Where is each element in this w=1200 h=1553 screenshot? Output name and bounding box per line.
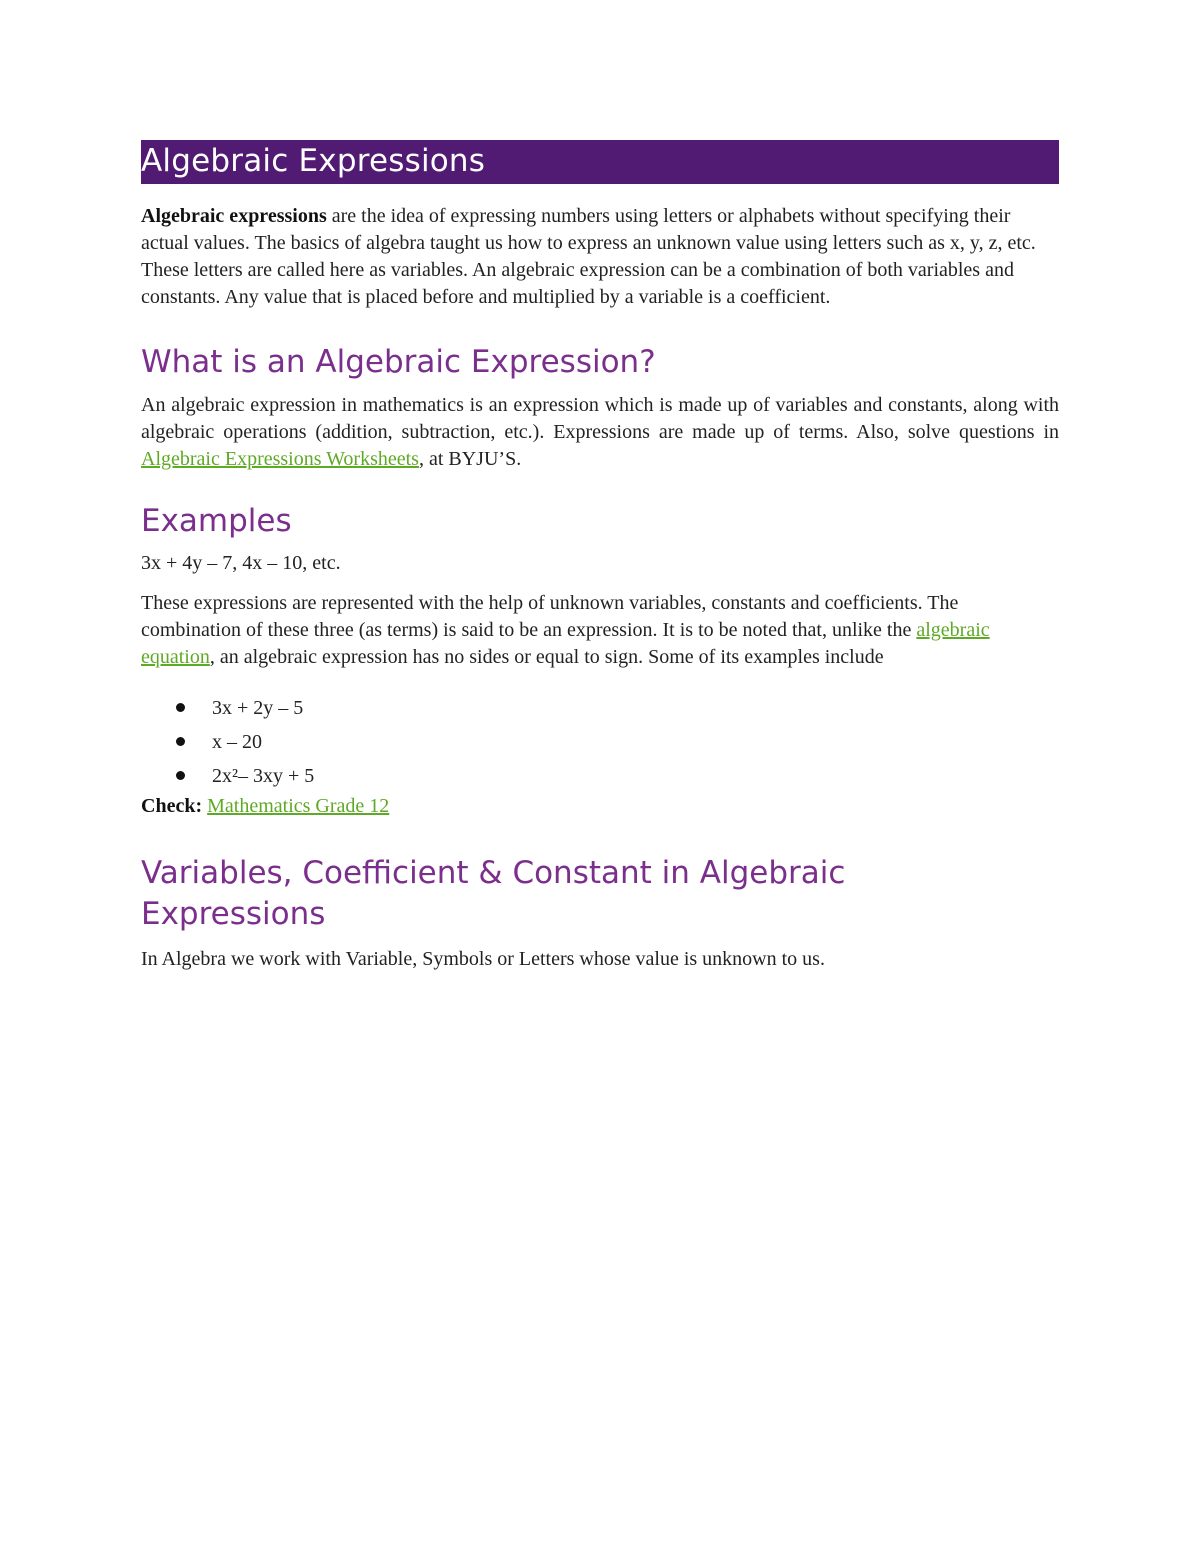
definition-text: An algebraic expression in mathematics is an expression which is made up of variables and constants, along with algebraic operations (addition, subtraction, etc.). Expressions are made up of terms. Also, solve questions in [141, 394, 1059, 443]
example-line: 3x + 4y – 7, 4x – 10, etc. [141, 552, 341, 574]
document-page [141, 140, 1059, 973]
examples-text-end: , an algebraic expression has no sides or equal to sign. Some of its examples include [209, 646, 884, 668]
intro-text: are the idea of expressing numbers using letters or alphabets without specifying their actual values. The basics of algebra taught us how to express an unknown value using letters such as x, y, z, etc. These letters are called here as variables. An algebraic expression can be a combination of both variables and constants. Any value that is placed before and multiplied by a variable is a coefficient. [141, 205, 1036, 308]
intro-paragraph [141, 203, 1059, 311]
algebraic-equation-link[interactable]: algebraic equation [141, 619, 990, 668]
list-item [141, 725, 1059, 759]
list-item-text: 3x + 2y – 5 [212, 697, 304, 719]
section-heading-variables: Variables, Coefficient & Constant in Algebraic Expressions [141, 855, 846, 932]
worksheets-link[interactable]: Algebraic Expressions Worksheets [141, 448, 419, 470]
examples-text: These expressions are represented with the help of unknown variables, constants and coefficients. The combination of these three (as terms) is said to be an expression. It is to be noted that, unlike the [141, 592, 959, 641]
definition-text-end: , at BYJU’S. [418, 448, 522, 470]
check-label: Check: [141, 795, 203, 817]
list-item-text: 2x²– 3xy + 5 [212, 765, 315, 787]
examples-paragraph [141, 590, 1059, 671]
bullet-icon [176, 771, 185, 780]
list-item [141, 759, 1059, 793]
page-title: Algebraic Expressions [141, 143, 486, 179]
examples-list [141, 691, 1059, 793]
check-line [141, 793, 1059, 820]
list-item-text: x – 20 [212, 731, 262, 753]
variables-paragraph: In Algebra we work with Variable, Symbols or Letters whose value is unknown to us. [141, 948, 825, 970]
section-heading-what-is: What is an Algebraic Expression? [141, 344, 656, 380]
bullet-icon [176, 703, 185, 712]
mathematics-grade-12-link[interactable]: Mathematics Grade 12 [207, 795, 390, 817]
definition-paragraph [141, 392, 1059, 473]
section-heading-examples: Examples [141, 503, 292, 539]
intro-bold-term: Algebraic expressions [141, 205, 327, 227]
title-banner [141, 140, 1059, 184]
list-item [141, 691, 1059, 725]
bullet-icon [176, 737, 185, 746]
